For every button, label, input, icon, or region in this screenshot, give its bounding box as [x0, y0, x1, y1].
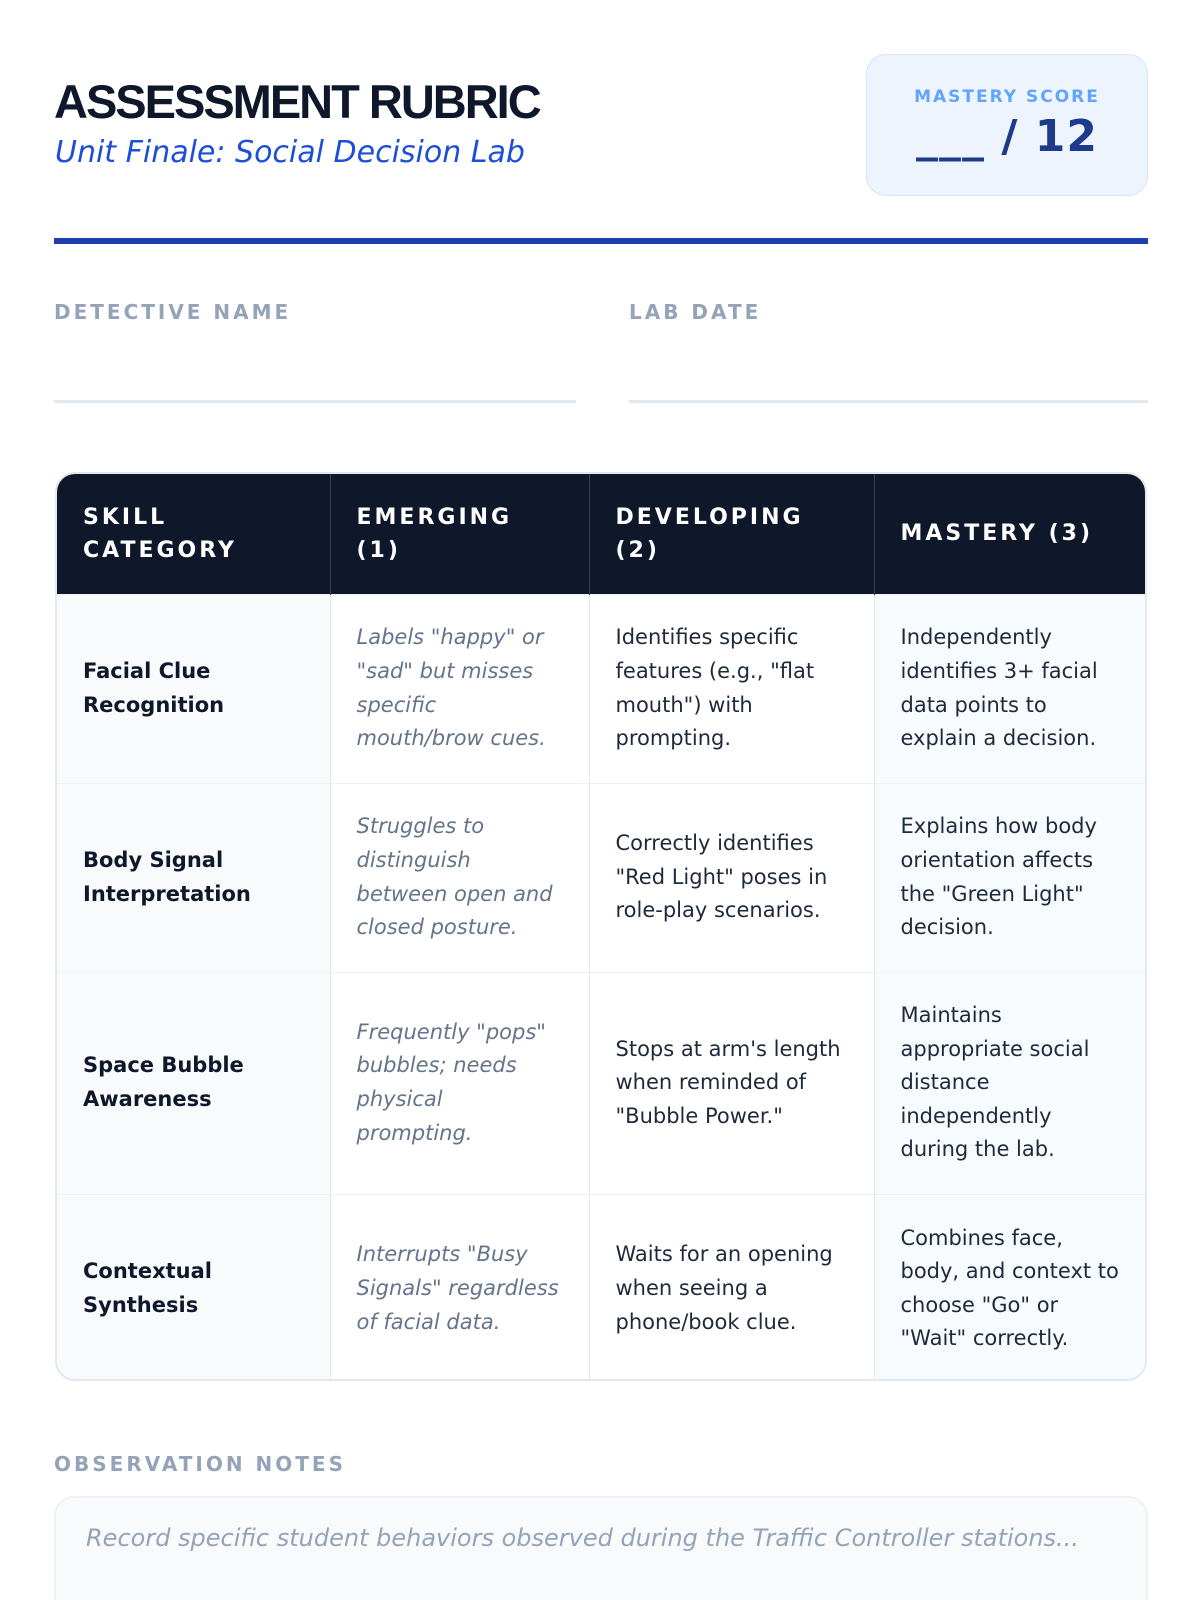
- header: [54, 54, 1148, 194]
- notes-placeholder: Record specific student behaviors observed during the Traffic Controller stations...: [86, 1524, 1079, 1552]
- lab-date-label: LAB DATE: [629, 300, 762, 324]
- column-header: MASTERY (3): [874, 474, 1147, 594]
- mastery-cell: Independently identifies 3+ facial data points to explain a decision.: [874, 594, 1147, 783]
- emerging-cell: Labels "happy" or "sad" but misses specific mouth/brow cues.: [330, 594, 589, 783]
- table-row: [57, 972, 1147, 1194]
- emerging-cell: Frequently "pops" bubbles; needs physical prompting.: [330, 972, 589, 1194]
- page-subtitle: Unit Finale: Social Decision Lab: [55, 135, 525, 170]
- observation-notes-label: OBSERVATION NOTES: [54, 1452, 346, 1476]
- emerging-cell: Interrupts "Busy Signals" regardless of facial data.: [330, 1194, 589, 1381]
- mastery-cell: Combines face, body, and context to choose "Go" or "Wait" correctly.: [874, 1194, 1147, 1381]
- mastery-score-card: [866, 54, 1148, 196]
- developing-cell: Identifies specific features (e.g., "flat mouth") with prompting.: [589, 594, 874, 783]
- emerging-cell: Struggles to distinguish between open and closed posture.: [330, 783, 589, 972]
- mastery-cell: Explains how body orientation affects the "Green Light" decision.: [874, 783, 1147, 972]
- mastery-cell: Maintains appropriate social distance independently during the lab.: [874, 972, 1147, 1194]
- observation-notes-textarea[interactable]: [54, 1496, 1148, 1600]
- developing-cell: Stops at arm's length when reminded of "Bubble Power.": [589, 972, 874, 1194]
- table-row: [57, 783, 1147, 972]
- skill-cell: Contextual Synthesis: [57, 1194, 330, 1381]
- table-row: [57, 1194, 1147, 1381]
- page-title: ASSESSMENT RUBRIC: [54, 75, 540, 128]
- skill-cell: Body Signal Interpretation: [57, 783, 330, 972]
- detective-name-label: DETECTIVE NAME: [54, 300, 292, 324]
- skill-cell: Space Bubble Awareness: [57, 972, 330, 1194]
- column-header: DEVELOPING (2): [589, 474, 874, 594]
- score-value[interactable]: ___ / 12: [916, 111, 1098, 162]
- skill-cell: Facial Clue Recognition: [57, 594, 330, 783]
- developing-cell: Waits for an opening when seeing a phone/book clue.: [589, 1194, 874, 1381]
- header-divider: [54, 238, 1148, 244]
- table-row: [57, 594, 1147, 783]
- detective-name-field[interactable]: [54, 400, 576, 403]
- developing-cell: Correctly identifies "Red Light" poses in role-play scenarios.: [589, 783, 874, 972]
- column-header: EMERGING (1): [330, 474, 589, 594]
- score-label: MASTERY SCORE: [914, 87, 1100, 107]
- column-header: SKILL CATEGORY: [57, 474, 330, 594]
- table-header-row: [57, 474, 1147, 594]
- rubric-table: [55, 472, 1147, 1381]
- lab-date-field[interactable]: [629, 400, 1148, 403]
